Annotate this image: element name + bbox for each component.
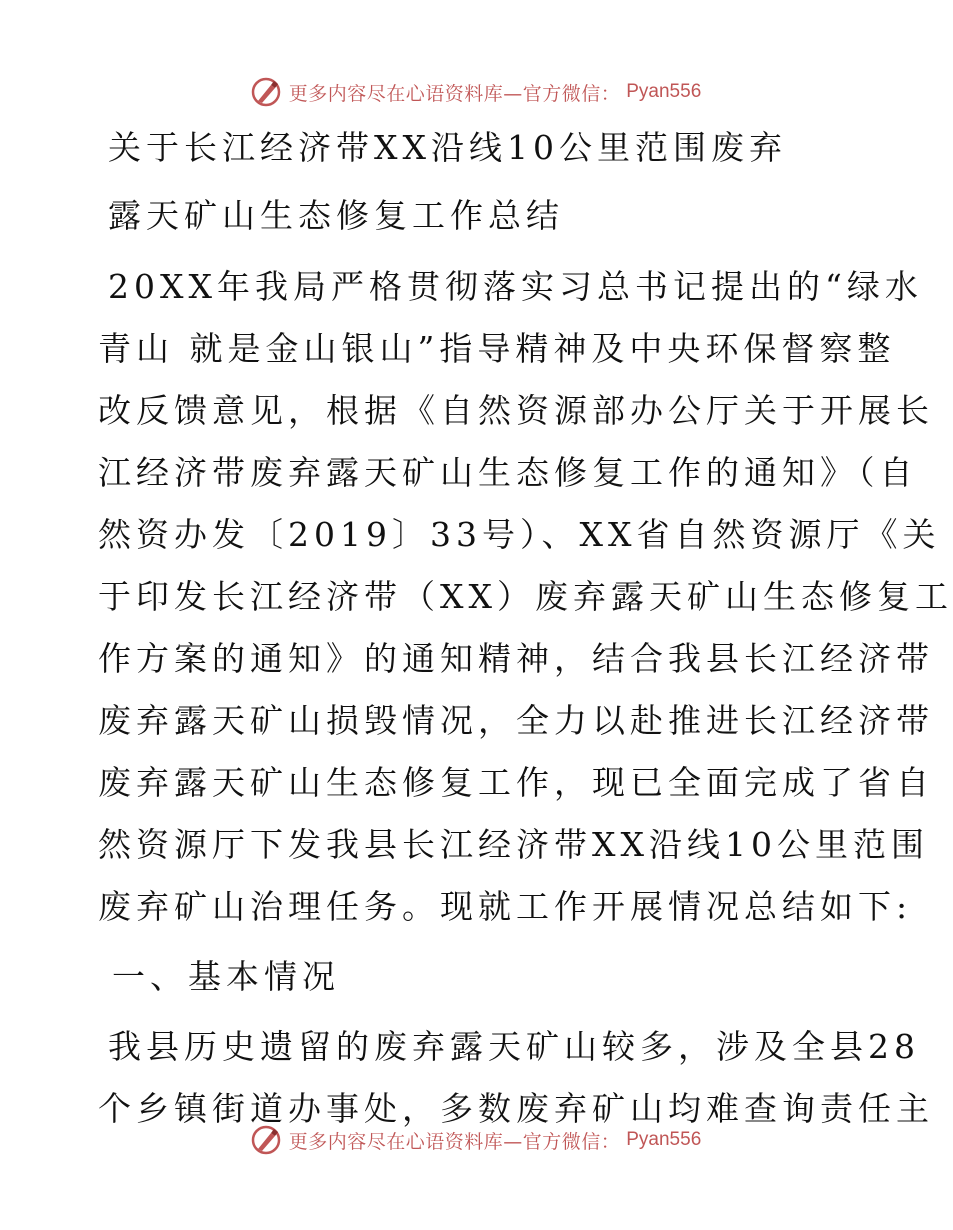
paragraph-line: 个乡镇街道办事处，多数废弃矿山均难查询责任主 (98, 1089, 934, 1128)
watermark-header (0, 72, 950, 112)
paragraph-line: 废弃露天矿山生态修复工作，现已全面完成了省自 (98, 763, 934, 802)
paragraph-line: 青山 就是金山银山”指导精神及中央环保督察整 (98, 329, 896, 368)
document-title-line-2: 露天矿山生态修复工作总结 (108, 196, 564, 235)
paragraph-line: 于印发长江经济带（XX）废弃露天矿山生态修复工 (98, 577, 953, 616)
paragraph-line: 作方案的通知》的通知精神，结合我县长江经济带 (98, 639, 934, 678)
document-body (98, 120, 953, 1140)
document-title-line-1: 关于长江经济带XX沿线10公里范围废弃 (108, 128, 787, 167)
paragraph-line: 然资办发〔2019〕33号）、XX省自然资源厅《关 (98, 515, 941, 554)
paragraph-line: 20XX年我局严格贯彻落实习总书记提出的“绿水 (108, 267, 923, 306)
watermark-handle: Pyan556 (626, 1129, 702, 1150)
section-heading: 一、基本情况 (112, 957, 340, 996)
watermark-footer (0, 1120, 950, 1160)
paragraph-line: 然资源厅下发我县长江经济带XX沿线10公里范围 (98, 825, 929, 864)
pen-logo-icon (249, 1123, 283, 1157)
paragraph-line: 改反馈意见，根据《自然资源部办公厅关于开展长 (98, 391, 934, 430)
watermark-text: 更多内容尽在心语资料库—官方微信： (288, 1130, 621, 1153)
pen-logo-icon (249, 75, 283, 109)
paragraph-intro (98, 256, 953, 938)
watermark-handle: Pyan556 (626, 81, 702, 102)
paragraph-line: 废弃露天矿山损毁情况，全力以赴推进长江经济带 (98, 701, 934, 740)
paragraph-line: 废弃矿山治理任务。现就工作开展情况总结如下: (98, 887, 913, 926)
paragraph-line: 我县历史遗留的废弃露天矿山较多，涉及全县28 (108, 1027, 920, 1066)
watermark-text: 更多内容尽在心语资料库—官方微信： (288, 82, 621, 105)
paragraph-line: 江经济带废弃露天矿山生态修复工作的通知》（自 (98, 453, 918, 492)
